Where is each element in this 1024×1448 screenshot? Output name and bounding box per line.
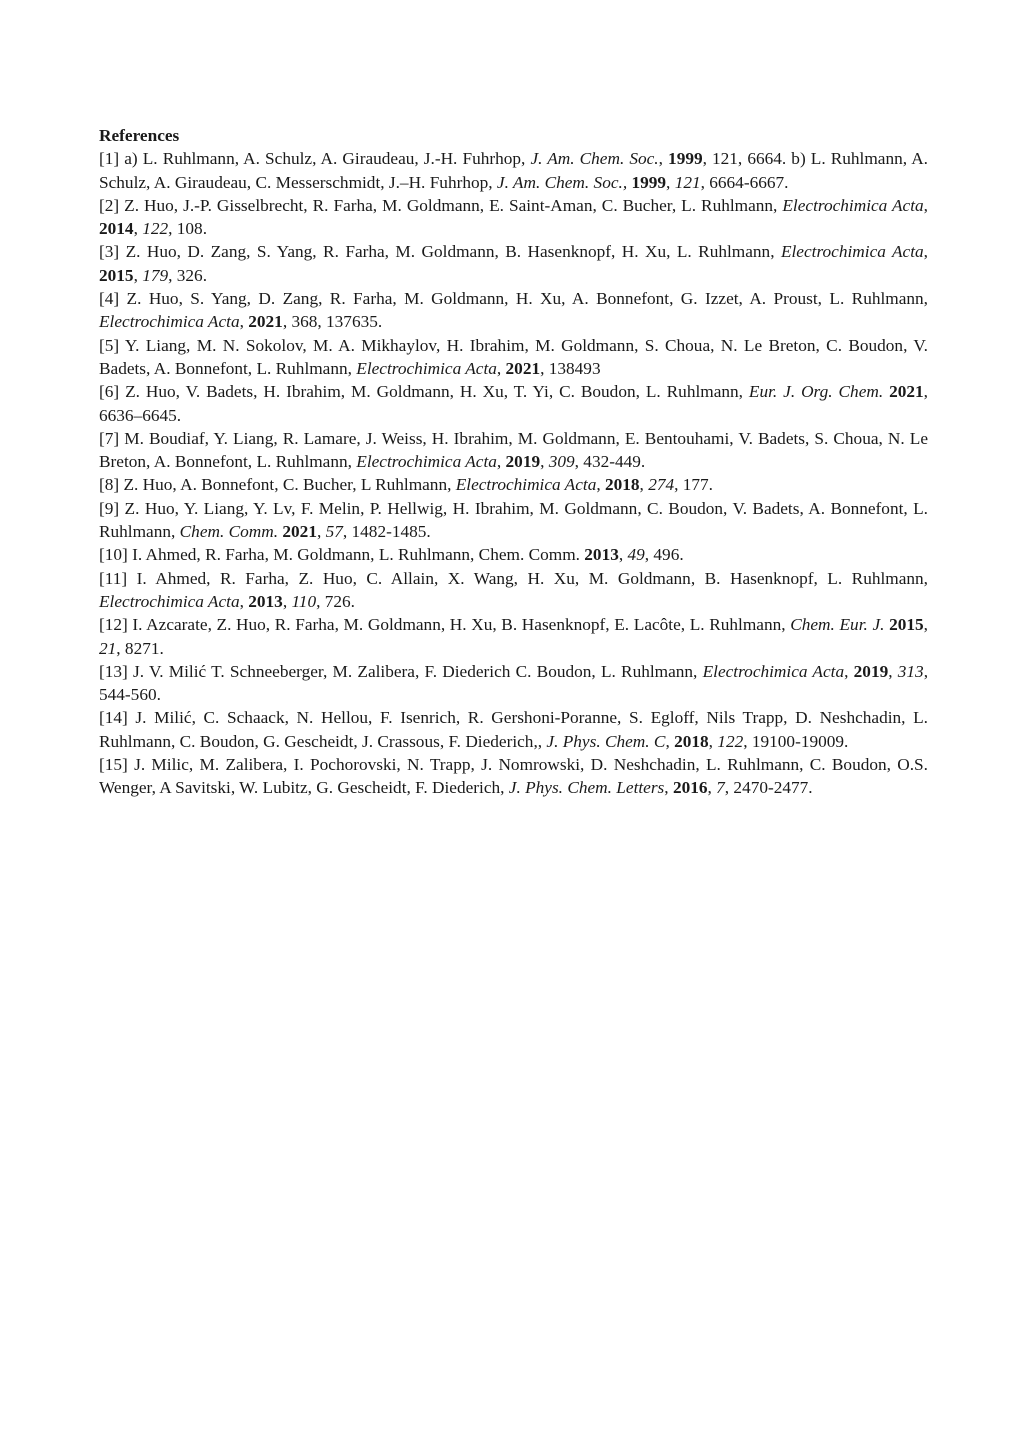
reference-bold-run: 2016	[672, 778, 708, 798]
reference-italic-run: 7	[716, 778, 725, 798]
reference-bold-run: 2018	[604, 475, 640, 495]
reference-italic-run: Chem. Comm.	[179, 522, 279, 542]
reference-italic-run: 49	[627, 545, 645, 565]
reference-text-run: ,	[639, 475, 649, 495]
reference-text-run: , 432-449.	[574, 452, 646, 472]
reference-bold-run: 2019	[505, 452, 541, 472]
reference-text-run: [6] Z. Huo, V. Badets, H. Ibrahim, M. Goldmann, H. Xu, T. Yi, C. Boudon, L. Ruhlmann,	[99, 382, 749, 402]
reference-italic-run: 110	[291, 591, 317, 611]
reference-text-run: ,	[618, 545, 628, 565]
reference-text-run: [13] J. V. Milić T. Schneeberger, M. Zalibera, F. Diederich C. Boudon, L. Ruhlmann,	[99, 661, 703, 681]
reference-text-run: , 121, 6664. b) L. Ruhlmann, A. Schulz, A. Giraudeau, C. Messerschmidt, J.–H. Fuhrhop,	[99, 149, 928, 192]
reference-italic-run: Chem. Eur. J.	[790, 615, 885, 635]
reference-text-run: ,	[658, 149, 669, 169]
references-section	[99, 124, 928, 800]
reference-text-run: [15] J. Milic, M. Zalibera, I. Pochorovski, N. Trapp, J. Nomrowski, D. Neshchadin, L. Ruhlmann, C. Boudon, O.S. Wenger, A Savitski, W. Lubitz, G. Gescheidt, F. Diederich,	[99, 755, 928, 798]
reference-bold-run: 2021	[282, 522, 317, 542]
reference-text-run: , 2470-2477.	[724, 778, 813, 798]
reference-text-run: ,	[665, 731, 675, 751]
reference-bold-run: 2015	[889, 615, 924, 635]
reference-text-run: ,	[133, 219, 143, 239]
reference-text-run: ,	[664, 778, 673, 798]
reference-text-run: ,	[133, 265, 143, 285]
reference-text-run: ,	[496, 452, 506, 472]
reference-text-run: ,	[316, 522, 326, 542]
reference-bold-run: 2018	[674, 731, 709, 751]
reference-italic-run: 309	[548, 452, 575, 472]
reference-text-run: ,	[239, 312, 249, 332]
reference-text-run: ,	[708, 731, 718, 751]
reference-italic-run: 274	[648, 475, 675, 495]
reference-text-run: ,	[923, 242, 928, 262]
reference-text-run: [4] Z. Huo, S. Yang, D. Zang, R. Farha, M. Goldmann, H. Xu, A. Bonnefont, G. Izzet, A. Proust, L. Ruhlmann,	[99, 289, 928, 309]
reference-bold-run: 2021	[889, 382, 924, 402]
reference-text-run: , 6664-6667.	[700, 172, 789, 192]
reference-text-run: , 368, 137635.	[282, 312, 383, 332]
reference-italic-run: 122	[142, 219, 169, 239]
reference-entry	[99, 287, 928, 334]
reference-text-run: [11] I. Ahmed, R. Farha, Z. Huo, C. Allain, X. Wang, H. Xu, M. Goldmann, B. Hasenknopf, L. Ruhlmann,	[99, 568, 928, 588]
reference-text-run: [12] I. Azcarate, Z. Huo, R. Farha, M. Goldmann, H. Xu, B. Hasenknopf, E. Lacôte, L. Ruhlmann,	[99, 615, 791, 635]
reference-italic-run: J. Am. Chem. Soc.,	[496, 172, 628, 192]
reference-text-run: , 8271.	[116, 638, 164, 658]
reference-list	[99, 147, 928, 799]
reference-text-run: , 138493	[540, 358, 601, 378]
reference-text-run: , 726.	[316, 591, 355, 611]
reference-italic-run: 179	[142, 265, 169, 285]
reference-entry	[99, 613, 928, 660]
reference-text-run: ,	[666, 172, 675, 192]
reference-italic-run: Electrochimica Acta	[99, 591, 240, 611]
reference-text-run: ,	[707, 778, 717, 798]
reference-italic-run: 313	[897, 661, 924, 681]
reference-text-run: ,	[596, 475, 605, 495]
reference-text-run: [7] M. Boudiaf, Y. Liang, R. Lamare, J. Weiss, H. Ibrahim, M. Goldmann, E. Bentouhami, V. Badets, S. Choua, N. Le Breton, A. Bonnefont, L. Ruhlmann,	[99, 428, 928, 472]
reference-italic-run: 122	[717, 731, 744, 751]
reference-entry	[99, 543, 928, 566]
reference-entry	[99, 147, 928, 194]
reference-entry	[99, 753, 928, 800]
reference-italic-run: Electrochimica Acta	[99, 312, 240, 332]
reference-text-run: , 496.	[644, 545, 684, 565]
reference-entry	[99, 240, 928, 287]
reference-bold-run: 2014	[99, 219, 134, 239]
reference-text-run: ,	[540, 452, 549, 472]
reference-text-run: , 108.	[168, 219, 208, 239]
reference-entry	[99, 427, 928, 474]
reference-italic-run: 57	[325, 522, 343, 542]
reference-entry	[99, 497, 928, 544]
reference-text-run: ,	[496, 358, 506, 378]
reference-bold-run: 2021	[505, 358, 541, 378]
reference-text-run: [10] I. Ahmed, R. Farha, M. Goldmann, L. Ruhlmann, Chem. Comm.	[99, 545, 585, 565]
reference-text-run: , 1482-1485.	[342, 522, 431, 542]
reference-text-run: [1] a) L. Ruhlmann, A. Schulz, A. Giraudeau, J.-H. Fuhrhop,	[99, 149, 531, 169]
reference-bold-run: 2019	[853, 661, 889, 681]
reference-italic-run: Electrochimica Acta	[356, 452, 497, 472]
reference-italic-run: Eur. J. Org. Chem.	[748, 382, 884, 402]
reference-italic-run: Electrochimica Acta	[782, 195, 924, 215]
reference-text-run: [5] Y. Liang, M. N. Sokolov, M. A. Mikhaylov, H. Ibrahim, M. Goldmann, S. Choua, N. Le Breton, C. Boudon, V. Badets, A. Bonnefont, L. Ruhlmann,	[99, 335, 928, 378]
reference-text-run: [8] Z. Huo, A. Bonnefont, C. Bucher, L Ruhlmann,	[99, 475, 456, 495]
reference-bold-run: 1999	[631, 172, 667, 192]
reference-entry	[99, 473, 928, 496]
reference-italic-run: J. Phys. Chem. C	[546, 731, 666, 751]
reference-text-run: ,	[282, 591, 292, 611]
reference-entry	[99, 194, 928, 241]
reference-bold-run: 1999	[668, 149, 703, 169]
reference-italic-run: Electrochimica Acta	[356, 358, 497, 378]
reference-italic-run: J. Phys. Chem. Letters	[508, 778, 665, 798]
reference-bold-run: 2021	[248, 312, 283, 332]
reference-text-run: [14] J. Milić, C. Schaack, N. Hellou, F. Isenrich, R. Gershoni-Poranne, S. Egloff, Nils Trapp, D. Neshchadin, L. Ruhlmann, C. Boudon, G. Gescheidt, J. Crassous, F. Diederich,,	[99, 708, 928, 751]
reference-text-run: ,	[239, 591, 249, 611]
reference-text-run: ,	[923, 615, 928, 635]
reference-text-run: , 177.	[674, 475, 713, 495]
reference-italic-run: Electrochimica Acta	[702, 661, 845, 681]
reference-text-run: [9] Z. Huo, Y. Liang, Y. Lv, F. Melin, P. Hellwig, H. Ibrahim, M. Goldmann, C. Boudon, V. Badets, A. Bonnefont, L. Ruhlmann,	[99, 498, 928, 542]
reference-text-run: ,	[844, 661, 854, 681]
reference-text-run: [3] Z. Huo, D. Zang, S. Yang, R. Farha, M. Goldmann, B. Hasenknopf, H. Xu, L. Ruhlmann,	[99, 242, 781, 262]
reference-entry	[99, 334, 928, 381]
reference-text-run: , 326.	[168, 265, 208, 285]
reference-bold-run: 2015	[99, 265, 134, 285]
reference-entry	[99, 380, 928, 427]
reference-italic-run: Electrochimica Acta	[780, 242, 924, 262]
reference-text-run: ,	[923, 195, 928, 215]
reference-italic-run: J. Am. Chem. Soc.	[530, 149, 659, 169]
reference-italic-run: Electrochimica Acta	[455, 475, 597, 495]
reference-entry	[99, 660, 928, 707]
reference-text-run: , 19100-19009.	[743, 731, 849, 751]
reference-text-run: ,	[888, 661, 898, 681]
reference-text-run: [2] Z. Huo, J.-P. Gisselbrecht, R. Farha, M. Goldmann, E. Saint-Aman, C. Bucher, L. Ruhlmann,	[99, 195, 783, 215]
reference-entry	[99, 706, 928, 753]
reference-italic-run: 21	[99, 638, 117, 658]
reference-bold-run: 2013	[248, 591, 283, 611]
reference-entry	[99, 567, 928, 614]
reference-text-run: , 544-560.	[99, 661, 929, 705]
reference-bold-run: 2013	[584, 545, 619, 565]
reference-italic-run: 121	[674, 172, 701, 192]
references-heading: References	[99, 126, 180, 145]
reference-text-run: , 6636–6645.	[99, 382, 928, 425]
